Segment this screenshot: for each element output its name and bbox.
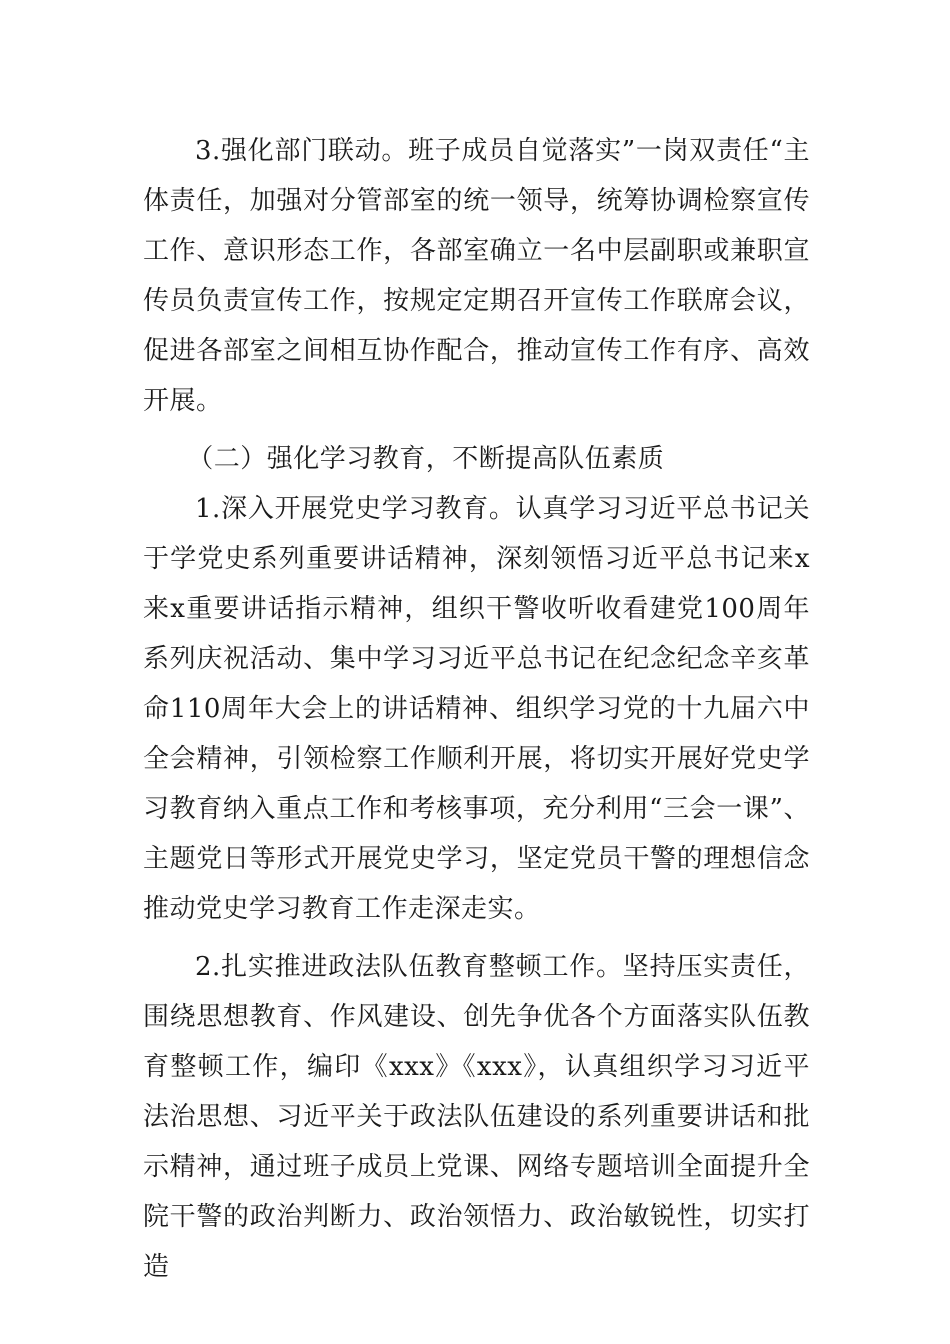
paragraph-team-education-rectification: 2.扎实推进政法队伍教育整顿工作。坚持压实责任，围绕思想教育、作风建设、创先争优各个方面落实队伍教育整顿工作，编印《xxx》《xxx》，认真组织学习习近平法治思想、习近平关于政法队伍建设的系列重要讲话和批示精神，通过班子成员上党课、网络专题培训全面提升全院干警的政治判断力、政治领悟力、政治敏锐性，切实打造 <box>143 952 810 1282</box>
paragraph-strengthen-department-linkage: 3.强化部门联动。班子成员自觉落实”一岗双责任“主体责任，加强对分管部室的统一领导，统筹协调检察宣传工作、意识形态工作，各部室确立一名中层副职或兼职宣传员负责宣传工作，按规定定期召开宣传工作联席会议，促进各部室之间相互协作配合，推动宣传工作有序、高效开展。 <box>143 136 810 416</box>
paragraph-party-history-study: 1.深入开展党史学习教育。认真学习习近平总书记关于学党史系列重要讲话精神，深刻领悟习近平总书记来x来x重要讲话指示精神，组织干警收听收看建党100周年系列庆祝活动、集中学习习近平总书记在纪念纪念辛亥革命110周年大会上的讲话精神、组织学习党的十九届六中全会精神，引领检察工作顺利开展，将切实开展好党史学习教育纳入重点工作和考核事项，充分利用“三会一课”、主题党日等形式开展党史学习，坚定党员干警的理想信念推动党史学习教育工作走深走实。 <box>143 494 810 924</box>
section-heading-study-education: （二）强化学习教育，不断提高队伍素质 <box>187 444 665 474</box>
document-body <box>143 126 810 1292</box>
